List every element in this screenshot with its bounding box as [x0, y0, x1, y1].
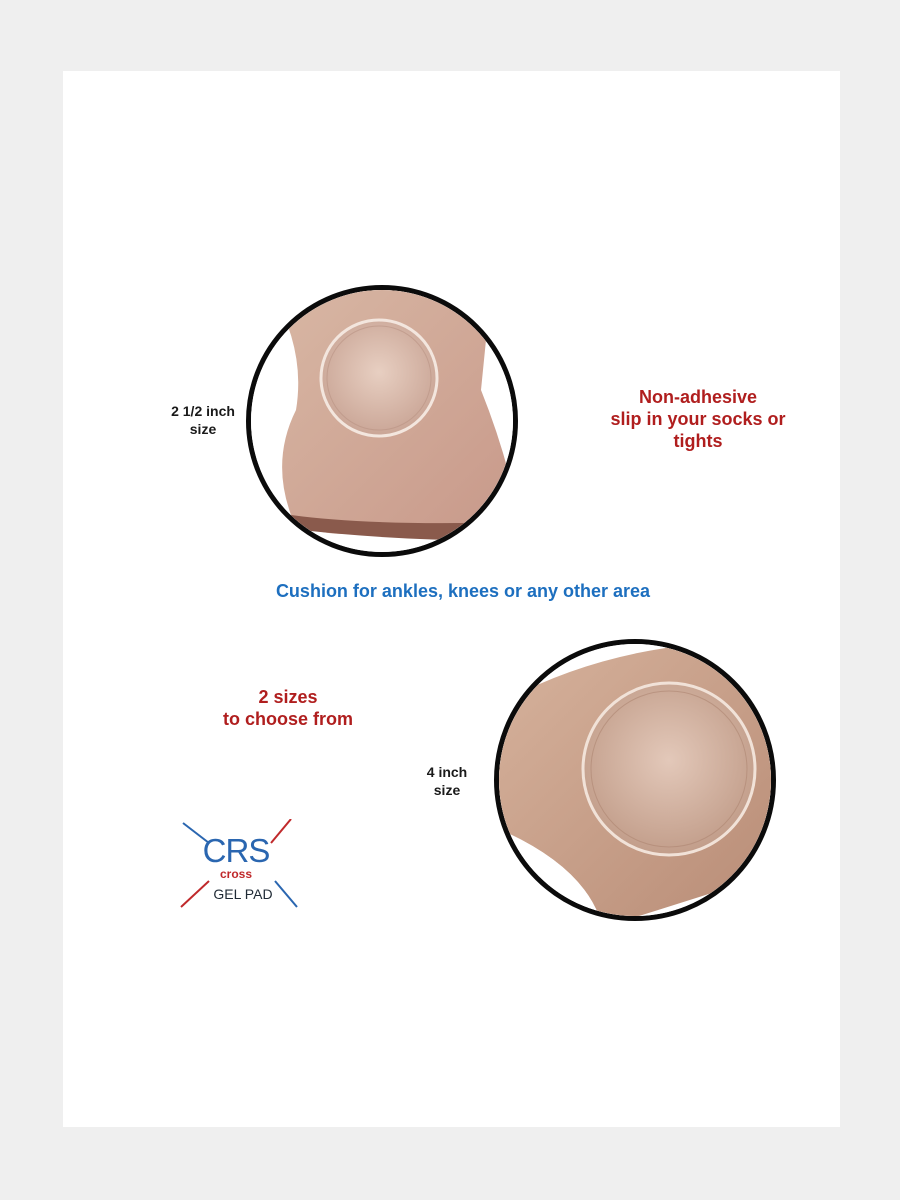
- non-adhesive-line1: Non-adhesive: [638, 387, 758, 407]
- size-large-line1: 4 inch: [426, 764, 468, 780]
- product-card: [63, 71, 840, 1127]
- size-small-line1: 2 1/2 inch: [171, 403, 235, 419]
- non-adhesive-line2: slip in your socks or: [610, 409, 786, 429]
- logo-product-name: GEL PAD: [213, 886, 273, 902]
- sizes-note-line2: to choose from: [222, 709, 353, 729]
- non-adhesive-line3: tights: [673, 431, 723, 451]
- logo-brand-sub: cross: [219, 867, 253, 881]
- size-small-line2: size: [189, 421, 217, 437]
- size-label-large: [387, 763, 507, 799]
- brand-logo: [175, 819, 305, 914]
- ankle-photo: [246, 285, 518, 557]
- ankle-illustration: [251, 290, 513, 552]
- size-label-small: [143, 402, 263, 438]
- non-adhesive-note: [583, 386, 813, 452]
- cushion-tagline: Cushion for ankles, knees or any other area: [275, 581, 651, 601]
- knee-photo: [494, 639, 776, 921]
- sizes-note: [193, 686, 383, 730]
- knee-illustration: [499, 644, 771, 916]
- size-large-line2: size: [433, 782, 461, 798]
- logo-brand-name: CRS: [202, 832, 270, 869]
- sizes-note-line1: 2 sizes: [258, 687, 318, 707]
